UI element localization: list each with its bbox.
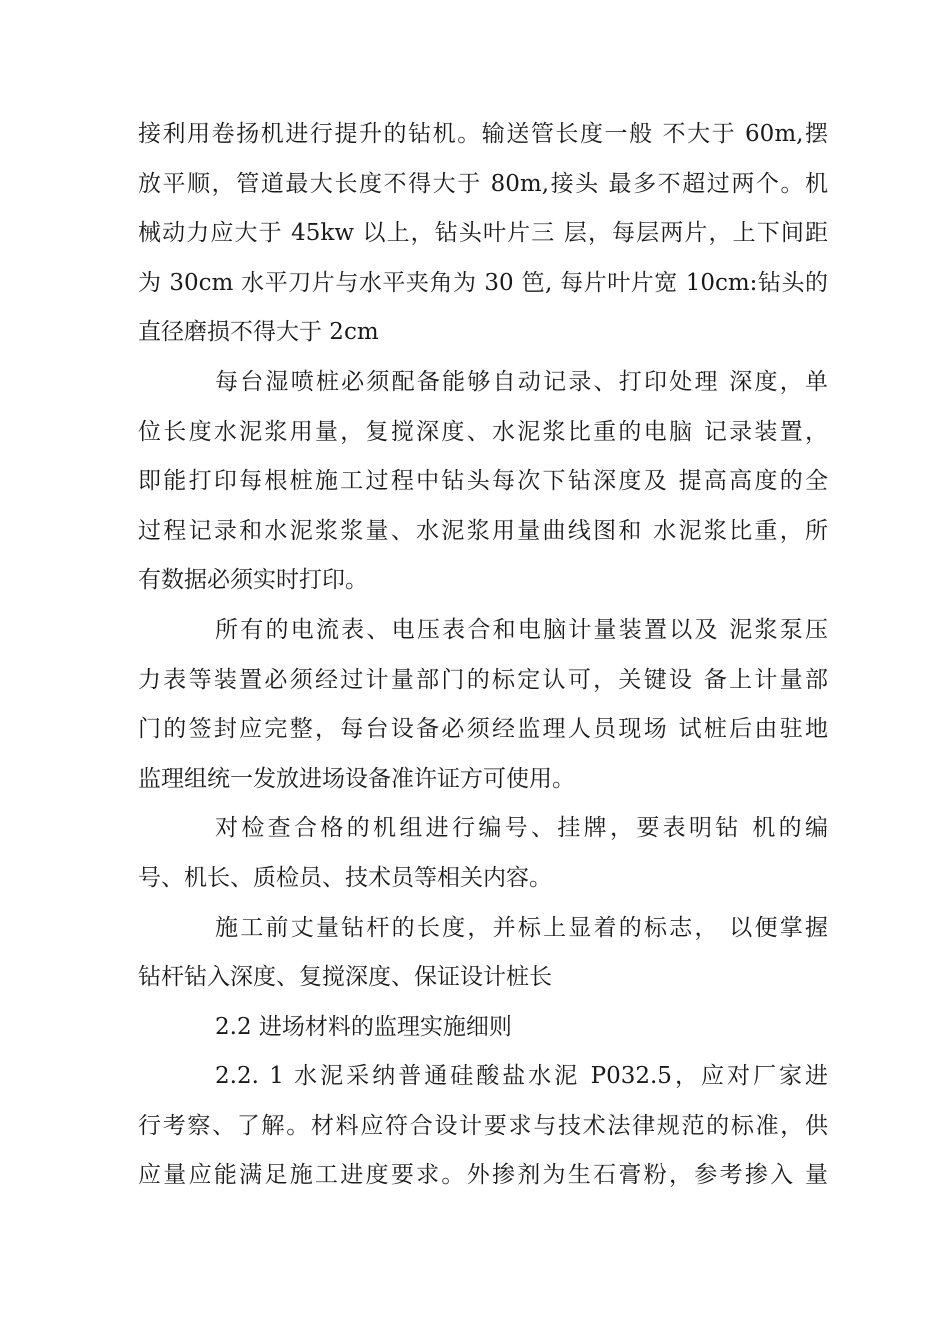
text-line: 有数据必须实时打印。: [138, 567, 368, 594]
text-line: 号、机长、质检员、技术员等相关内容。: [138, 864, 552, 891]
document-body: [138, 110, 828, 1201]
text-line: 对检查合格的机组进行编号、挂牌，要表明钻 机的编: [215, 815, 828, 842]
text-line: 2.2 进场材料的监理实施细则: [215, 1013, 512, 1040]
text-line: 力表等装置必须经过计量部门的标定认可，关键设 备上计量部: [138, 666, 828, 693]
text-line: 即能打印每根桩施工过程中钻头每次下钻深度及 提高高度的全: [138, 468, 828, 495]
paragraph: [138, 1003, 828, 1053]
paragraph: [138, 804, 828, 903]
text-line: 位长度水泥浆用量，复搅深度、水泥浆比重的电脑 记录装置，: [138, 418, 828, 445]
paragraph: [138, 1052, 828, 1201]
paragraph: [138, 110, 828, 358]
paragraph: [138, 606, 828, 804]
text-line: 施工前丈量钻杆的长度，并标上显着的标志， 以便掌握: [215, 914, 828, 941]
text-line: 所有的电流表、电压表合和电脑计量装置以及 泥浆泵压: [215, 616, 828, 643]
text-line: 监理组统一发放进场设备准许证方可使用。: [138, 765, 575, 792]
text-line: 行考察、了解。材料应符合设计要求与技术法律规范的标准，供: [138, 1112, 828, 1139]
paragraph: [138, 904, 828, 1003]
text-line: 械动力应大于 45kw 以上，钻头叶片三 层，每层两片，上下间距: [138, 220, 828, 247]
paragraph: [138, 358, 828, 606]
text-line: 直径磨损不得大于 2cm: [138, 319, 379, 346]
text-line: 每台湿喷桩必须配备能够自动记录、打印处理 深度，单: [215, 368, 828, 395]
text-line: 过程记录和水泥浆浆量、水泥浆用量曲线图和 水泥浆比重，所: [138, 517, 828, 544]
text-line: 放平顺，管道最大长度不得大于 80m,接头 最多不超过两个。机: [138, 170, 828, 197]
text-line: 门的签封应完整，每台设备必须经监理人员现场 试桩后由驻地: [138, 716, 828, 743]
text-line: 接利用卷扬机进行提升的钻机。输送管长度一般 不大于 60m,摆: [138, 121, 828, 147]
text-line: 应量应能满足施工进度要求。外掺剂为生石膏粉，参考掺入 量: [138, 1162, 828, 1189]
text-line: 为 30cm 水平刀片与水平夹角为 30 笆, 每片叶片宽 10cm:钻头的: [138, 269, 828, 296]
text-line: 钻杆钻入深度、复搅深度、保证设计桩长: [138, 964, 552, 991]
text-line: 2.2. 1 水泥采纳普通硅酸盐水泥 P032.5，应对厂家进: [215, 1063, 828, 1090]
